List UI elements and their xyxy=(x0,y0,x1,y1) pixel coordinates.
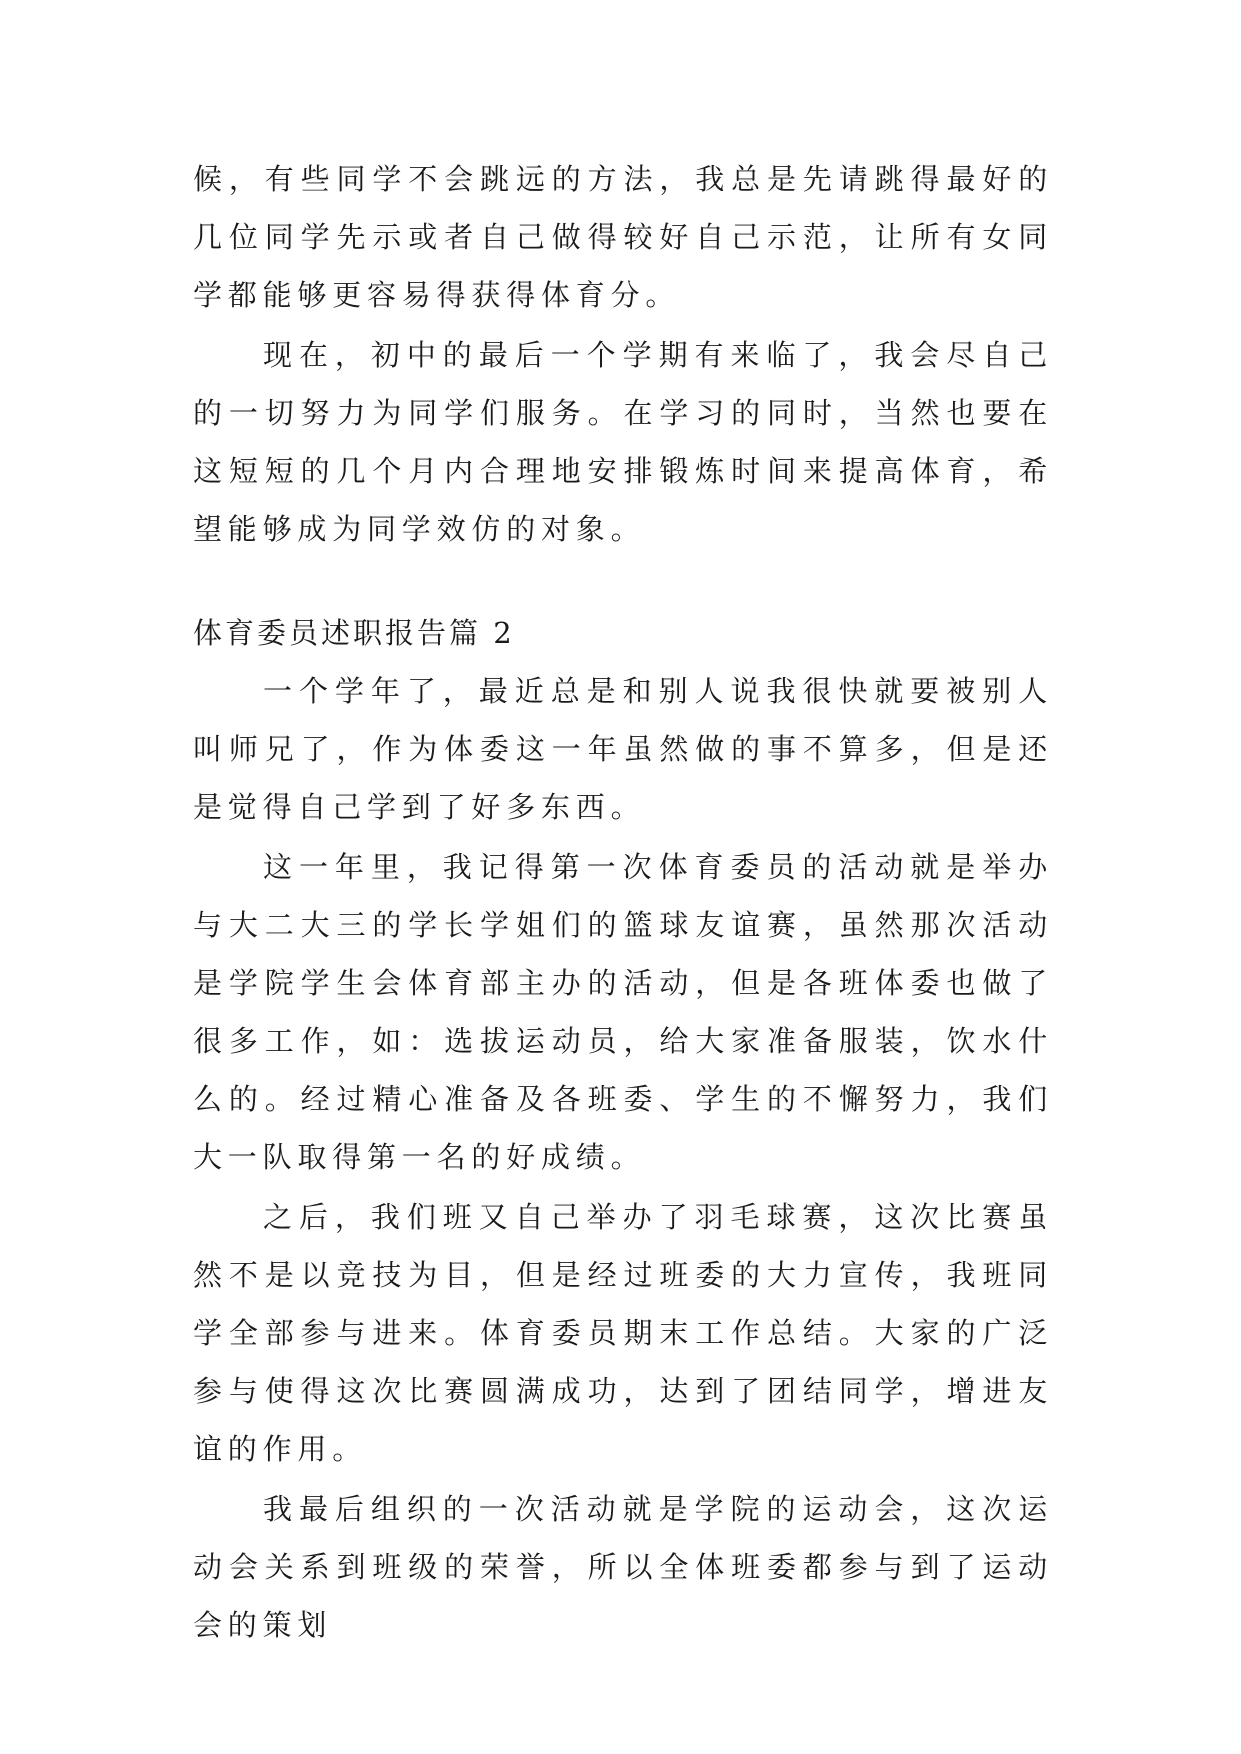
paragraph-continuation: 候，有些同学不会跳远的方法，我总是先请跳得最好的几位同学先示或者自己做得较好自己示范，让所有女同学都能够更容易得获得体育分。 xyxy=(193,162,1053,312)
paragraph: 一个学年了，最近总是和别人说我很快就要被别人叫师兄了，作为体委这一年虽然做的事不算多，但是还是觉得自己学到了好多东西。 xyxy=(193,674,1053,824)
paragraph: 这一年里，我记得第一次体育委员的活动就是举办与大二大三的学长学姐们的篮球友谊赛，虽然那次活动是学院学生会体育部主办的活动，但是各班体委也做了很多工作，如：选拔运动员，给大家准备服装，饮水什么的。经过精心准备及各班委、学生的不懈努力，我们大一队取得第一名的好成绩。 xyxy=(193,850,1053,1174)
document-body xyxy=(193,150,1053,1656)
paragraph: 之后，我们班又自己举办了羽毛球赛，这次比赛虽然不是以竞技为目，但是经过班委的大力宣传，我班同学全部参与进来。体育委员期末工作总结。大家的广泛参与使得这次比赛圆满成功，达到了团结同学，增进友谊的作用。 xyxy=(193,1200,1053,1466)
paragraph: 现在，初中的最后一个学期有来临了，我会尽自己的一切努力为同学们服务。在学习的同时，当然也要在这短短的几个月内合理地安排锻炼时间来提高体育，希望能够成为同学效仿的对象。 xyxy=(193,338,1053,546)
section-heading: 体育委员述职报告篇 2 xyxy=(193,616,515,650)
paragraph: 我最后组织的一次活动就是学院的运动会，这次运动会关系到班级的荣誉，所以全体班委都参与到了运动会的策划 xyxy=(193,1492,1053,1642)
